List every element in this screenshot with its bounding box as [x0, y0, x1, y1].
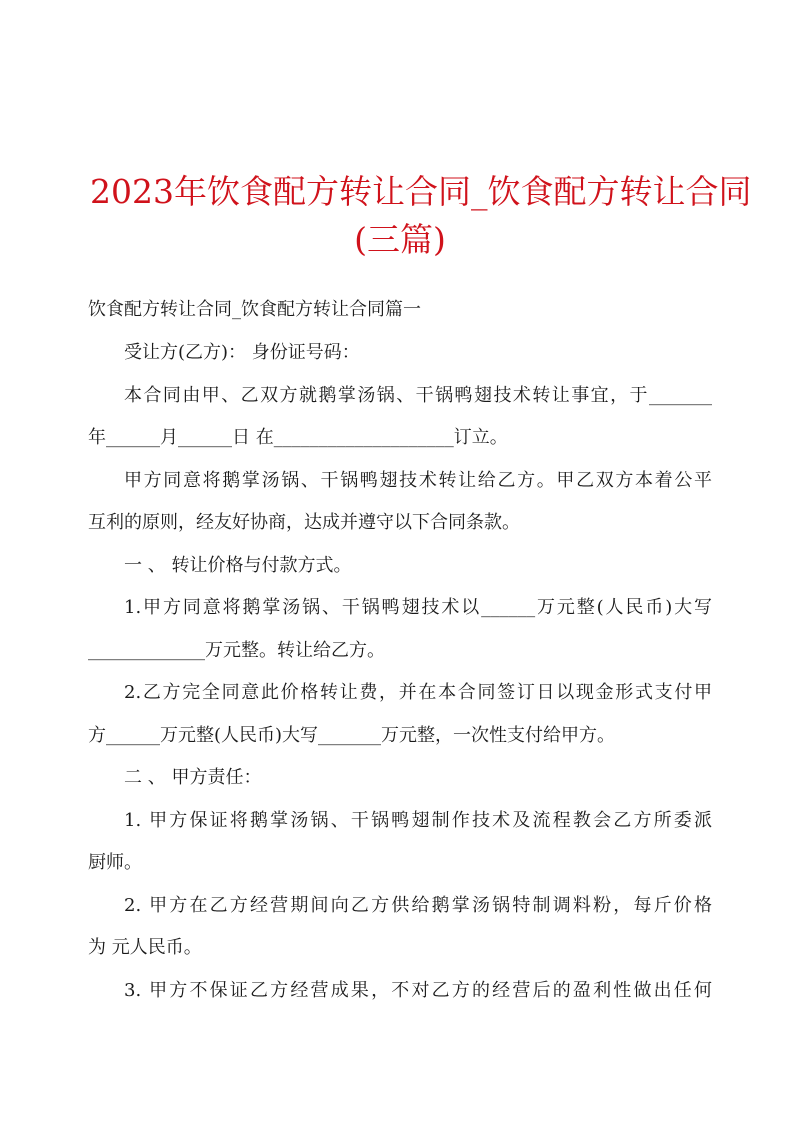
- paragraph-line: 1. 甲方保证将鹅掌汤锅、干锅鸭翅制作技术及流程教会乙方所委派: [124, 810, 712, 831]
- paragraph-line: 1.甲方同意将鹅掌汤锅、干锅鸭翅技术以______万元整(人民币)大写: [124, 597, 712, 618]
- paragraph-line: 互利的原则，经友好协商，达成并遵守以下合同条款。: [88, 512, 520, 533]
- paragraph-line: _____________万元整。转让给乙方。: [88, 640, 385, 661]
- paragraph-line: 2. 甲方在乙方经营期间向乙方供给鹅掌汤锅特制调料粉，每斤价格: [124, 895, 712, 916]
- paragraph-line: 方______万元整(人民币)大写_______万元整，一次性支付给甲方。: [88, 725, 616, 746]
- paragraph-line: 为 元人民币。: [88, 937, 202, 958]
- section-heading: 饮食配方转让合同_饮食配方转让合同篇一: [88, 299, 421, 320]
- paragraph-line: 2.乙方完全同意此价格转让费，并在本合同签订日以现金形式支付甲: [124, 682, 712, 703]
- clause-heading: 二 、 甲方责任：: [124, 767, 262, 788]
- clause-heading: 一 、 转让价格与付款方式。: [124, 555, 352, 576]
- document-title-line-2: (三篇): [354, 220, 446, 259]
- paragraph-line: 受让方(乙方)： 身份证号码：: [124, 342, 360, 363]
- paragraph-line: 年______月______日 在____________________订立。: [88, 427, 508, 448]
- paragraph-line: 厨师。: [88, 852, 142, 873]
- paragraph-line: 本合同由甲、乙双方就鹅掌汤锅、干锅鸭翅技术转让事宜，于_______: [124, 385, 712, 406]
- document-title-line-1: 2023年饮食配方转让合同_饮食配方转让合同: [90, 172, 752, 211]
- paragraph-line: 甲方同意将鹅掌汤锅、干锅鸭翅技术转让给乙方。甲乙双方本着公平: [124, 470, 712, 491]
- paragraph-line: 3. 甲方不保证乙方经营成果，不对乙方的经营后的盈利性做出任何: [124, 980, 712, 1001]
